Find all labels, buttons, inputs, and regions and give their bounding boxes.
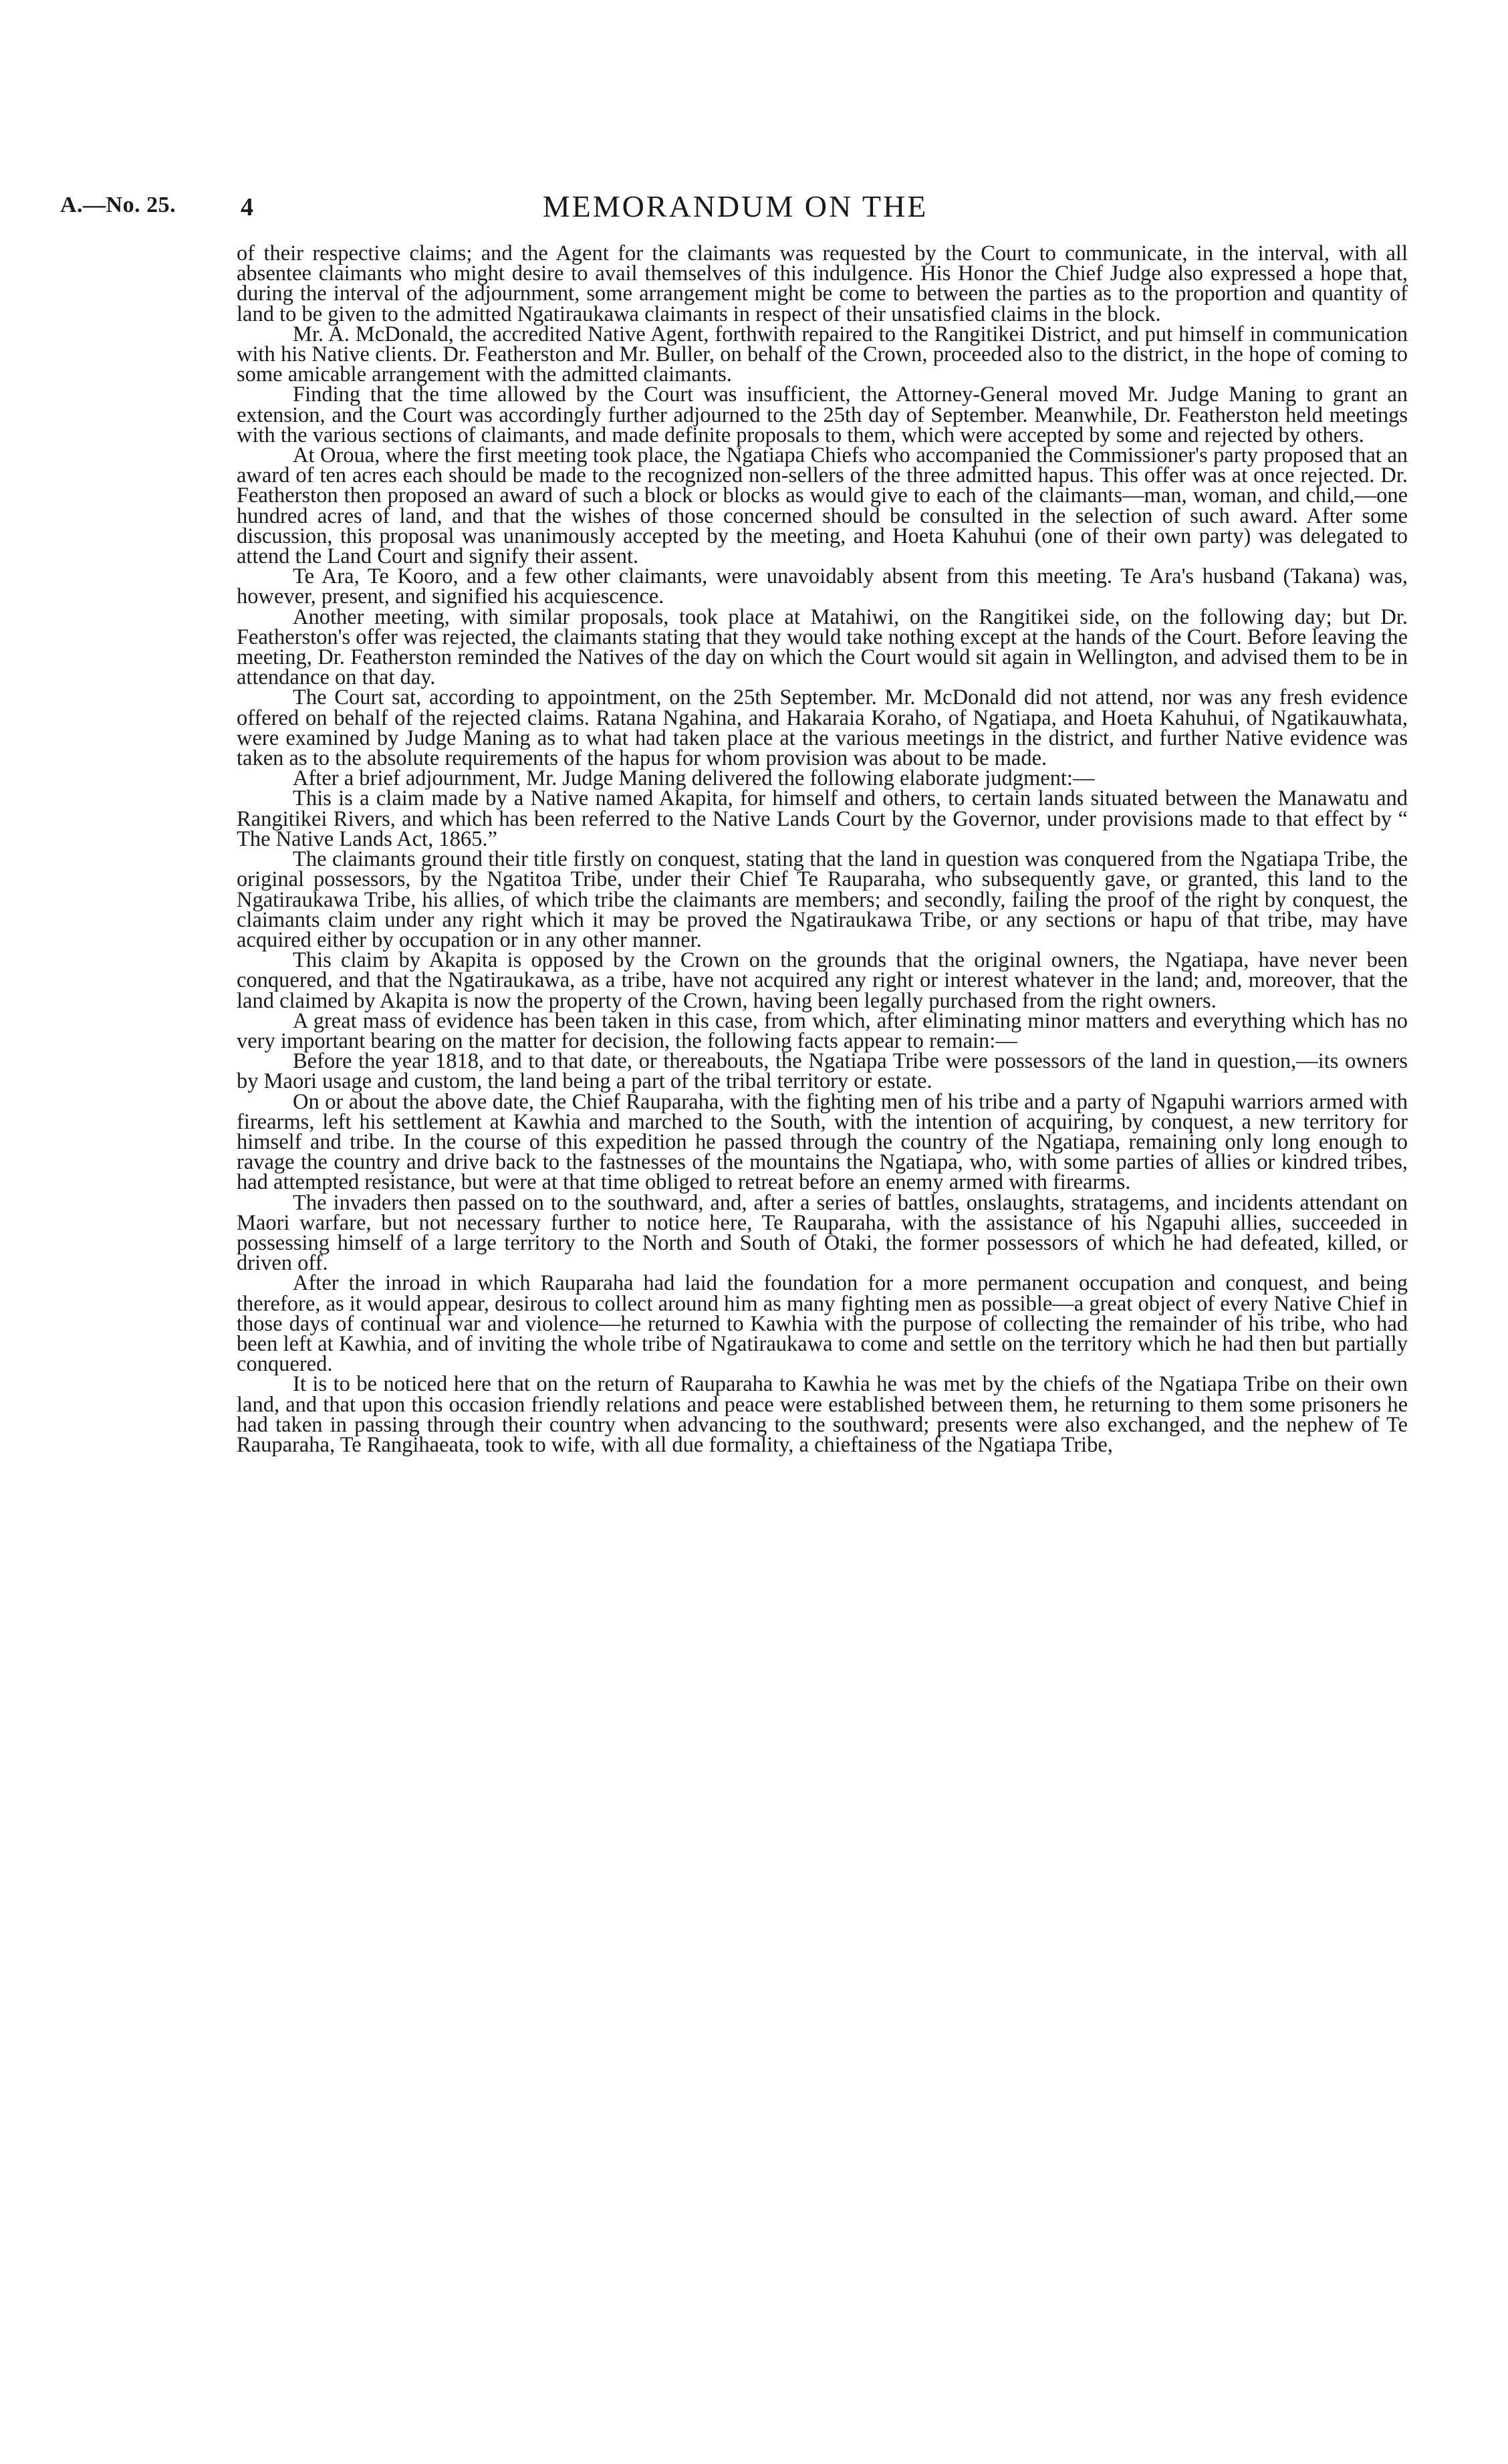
- paragraph: Finding that the time allowed by the Court was insufficient, the Attorney-General moved Mr. Judge Maning to grant an extension, and the Court was accordingly further adjourned to the 25th day of September. Meanwhile, Dr. Featherston held meetings with the various sections of claimants, and made definite proposals to them, which were accepted by some and rejected by others.: [237, 382, 1408, 447]
- page-number: 4: [241, 193, 253, 221]
- paragraph: Te Ara, Te Kooro, and a few other claimants, were unavoidably absent from this meeting. Te Ara's husband (Takana) was, however, present, and signified his acquiescence.: [237, 564, 1408, 609]
- paragraph: Before the year 1818, and to that date, or thereabouts, the Ngatiapa Tribe were possessors of the land in question,—its owners by Maori usage and custom, the land being a part of the tribal territory or estate.: [237, 1049, 1408, 1094]
- paragraph: This claim by Akapita is opposed by the Crown on the grounds that the original owners, the Ngatiapa, have never been conquered, and that the Ngatiraukawa, as a tribe, have not acquired any right or interest whatever in the land; and, moreover, that the land claimed by Akapita is now the property of the Crown, having been legally purchased from the right owners.: [237, 948, 1408, 1013]
- paragraph: This is a claim made by a Native named Akapita, for himself and others, to certain lands situated between the Manawatu and Rangitikei Rivers, and which has been referred to the Native Lands Court by the Governor, under provisions made to that effect by “ The Native Lands Act, 1865.”: [237, 786, 1408, 851]
- paragraph: Mr. A. McDonald, the accredited Native Agent, forthwith repaired to the Rangitikei District, and put himself in communication with his Native clients. Dr. Featherston and Mr. Buller, on behalf of the Crown, proceeded also to the district, in the hope of coming to some amicable arrangement with the admitted claimants.: [237, 322, 1408, 387]
- paragraph: The claimants ground their title firstly on conquest, stating that the land in question was conquered from the Ngatiapa Tribe, the original possessors, by the Ngatitoa Tribe, under their Chief Te Rauparaha, who subsequently gave, or granted, this land to the Ngatiraukawa Tribe, his allies, of which tribe the claimants are members; and secondly, failing the proof of the right by conquest, the claimants claim under any right which it may be proved the Ngatiraukawa Tribe, or any sections or hapu of that tribe, may have acquired either by occupation or in any other manner.: [237, 847, 1408, 952]
- page-header: [60, 189, 1410, 229]
- paragraph: On or about the above date, the Chief Rauparaha, with the fighting men of his tribe and a party of Ngapuhi warriors armed with firearms, left his settlement at Kawhia and marched to the South, with the intention of acquiring, by conquest, a new territory for himself and tribe. In the course of this expedition he passed through the country of the Ngatiapa, remaining only long enough to ravage the country and drive back to the fastnesses of the mountains the Ngatiapa, who, with some parties of allies or kindred tribes, had attempted resistance, but were at that time obliged to retreat before an enemy armed with firearms.: [237, 1089, 1408, 1195]
- paragraph: After the inroad in which Rauparaha had laid the foundation for a more permanent occupation and conquest, and being therefore, as it would appear, desirous to collect around him as many fighting men as possible—a great object of every Native Chief in those days of continual war and violence—he returned to Kawhia with the purpose of collecting the remainder of his tribe, who had been left at Kawhia, and of inviting the whole tribe of Ngatiraukawa to come and settle on the territory which he had then but partially conquered.: [237, 1271, 1408, 1377]
- body-text: [237, 243, 1408, 1455]
- page-title: MEMORANDUM ON THE: [542, 189, 928, 223]
- paragraph: of their respective claims; and the Agent for the claimants was requested by the Court to communicate, in the interval, with all absentee claimants who might desire to avail themselves of this indulgence. His Honor the Chief Judge also expressed a hope that, during the interval of the adjournment, some arrangement might be come to between the parties as to the proportion and quantity of land to be given to the admitted Ngatiraukawa claimants in respect of their unsatisfied claims in the block.: [237, 241, 1408, 326]
- paragraph: The invaders then passed on to the southward, and, after a series of battles, onslaughts, stratagems, and incidents attendant on Maori warfare, but not necessary further to notice here, Te Rauparaha, with the assistance of his Ngapuhi allies, succeeded in possessing himself of a large territory to the North and South of Otaki, the former possessors of which he had defeated, killed, or driven off.: [237, 1190, 1408, 1276]
- paragraph: The Court sat, according to appointment, on the 25th September. Mr. McDonald did not attend, nor was any fresh evidence offered on behalf of the rejected claims. Ratana Ngahina, and Hakaraia Koraho, of Ngatiapa, and Hoeta Kahuhui, of Ngatikauwhata, were examined by Judge Maning as to what had taken place at the various meetings in the district, and further Native evidence was taken as to the absolute requirements of the hapus for whom provision was about to be made.: [237, 685, 1408, 771]
- paragraph: A great mass of evidence has been taken in this case, from which, after eliminating minor matters and everything which has no very important bearing on the matter for decision, the following facts appear to remain:—: [237, 1008, 1408, 1053]
- paragraph: It is to be noticed here that on the return of Rauparaha to Kawhia he was met by the chiefs of the Ngatiapa Tribe on their own land, and that upon this occasion friendly relations and peace were established between them, he returning to them some prisoners he had taken in passing through their country when advancing to the southward; presents were also exchanged, and the nephew of Te Rauparaha, Te Rangihaeata, took to wife, with all due formality, a chieftainess of the Ngatiapa Tribe,: [237, 1372, 1408, 1457]
- paragraph: At Oroua, where the first meeting took place, the Ngatiapa Chiefs who accompanied the Commissioner's party proposed that an award of ten acres each should be made to the recognized non-sellers of the three admitted hapus. This offer was at once rejected. Dr. Featherston then proposed an award of such a block or blocks as would give to each of the claimants—man, woman, and child,—one hundred acres of land, and that the wishes of those concerned should be consulted in the selection of such award. After some discussion, this proposal was unanimously accepted by the meeting, and Hoeta Kahuhui (one of their own party) was delegated to attend the Land Court and signify their assent.: [237, 443, 1408, 569]
- document-reference: A.—No. 25.: [60, 193, 176, 217]
- paragraph: After a brief adjournment, Mr. Judge Maning delivered the following elaborate judgment:—: [293, 766, 1095, 791]
- paragraph: Another meeting, with similar proposals, took place at Matahiwi, on the Rangitikei side, on the following day; but Dr. Featherston's offer was rejected, the claimants stating that they would take nothing except at the hands of the Court. Before leaving the meeting, Dr. Featherston reminded the Natives of the day on which the Court would sit again in Wellington, and advised them to be in attendance on that day.: [237, 604, 1408, 690]
